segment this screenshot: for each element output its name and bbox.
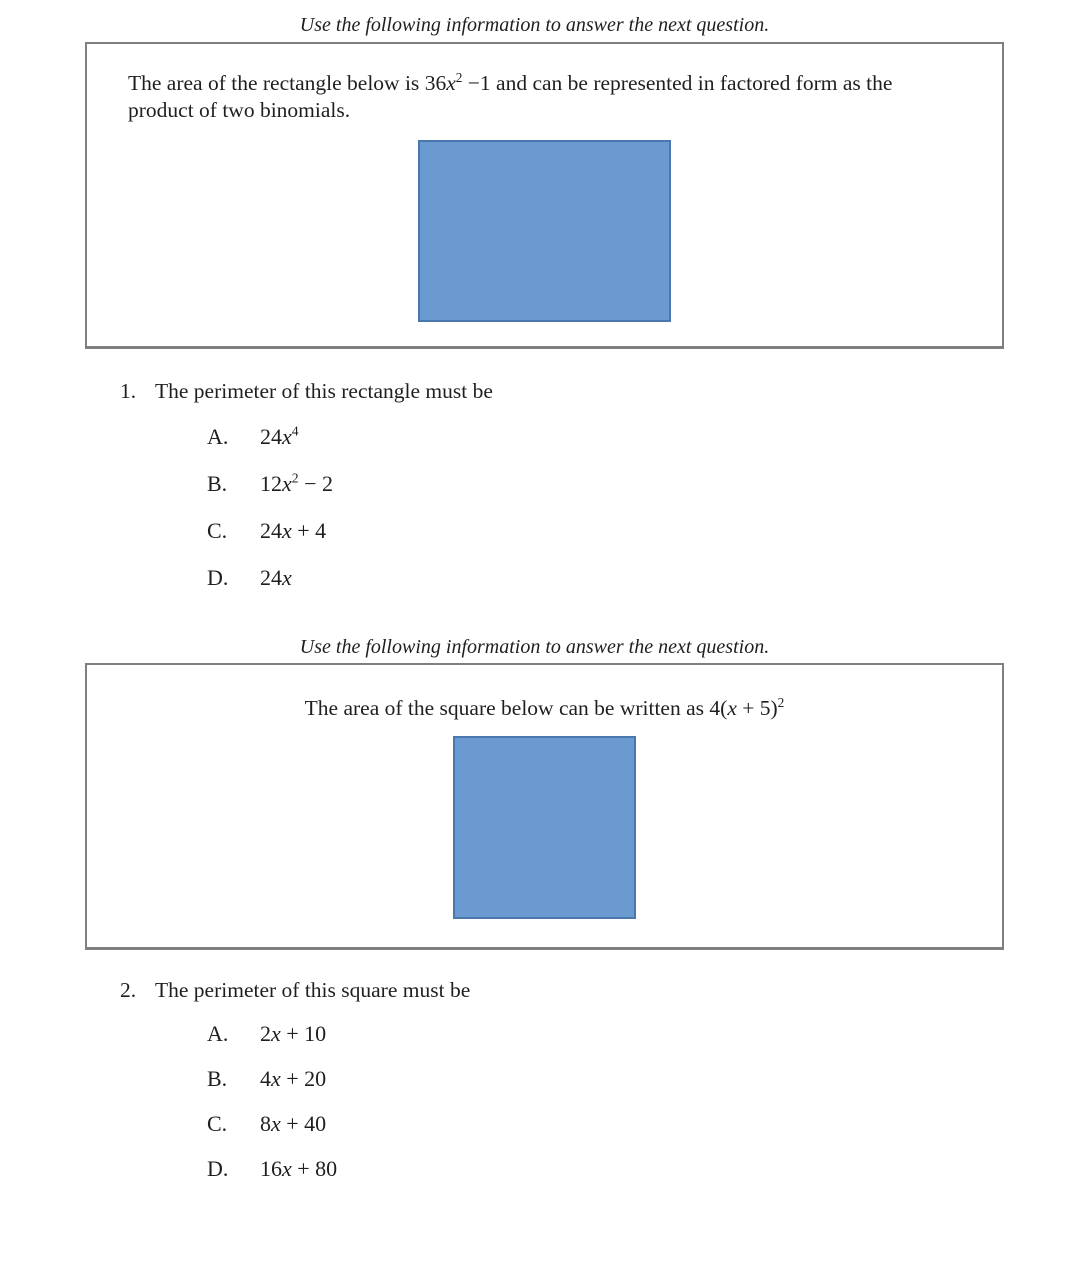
formula-exponent: 2 <box>777 694 785 710</box>
option-formula <box>260 1066 326 1091</box>
formula-variable: x <box>282 565 292 590</box>
option-row <box>207 518 1069 544</box>
options-list <box>207 1021 1069 1182</box>
formula-pre: 36 <box>424 71 447 95</box>
formula-variable: x <box>727 696 737 720</box>
formula-pre: 24 <box>260 518 282 543</box>
formula-variable: x <box>282 518 292 543</box>
formula-variable: x <box>282 471 292 496</box>
formula-pre: 24 <box>260 565 282 590</box>
formula-variable: x <box>446 71 456 95</box>
question-text: The perimeter of this rectangle must be <box>155 379 493 403</box>
option-row <box>207 1066 1069 1092</box>
info-box <box>85 42 1004 349</box>
formula-pre: 16 <box>260 1156 282 1181</box>
area-formula <box>709 696 784 720</box>
option-letter: A. <box>207 424 229 449</box>
formula-pre: 12 <box>260 471 282 496</box>
option-formula <box>260 1021 326 1046</box>
blue-square-shape <box>453 736 636 919</box>
option-row <box>207 565 1069 591</box>
area-formula <box>425 71 491 95</box>
formula-pre: 24 <box>260 424 282 449</box>
formula-exponent: 4 <box>291 423 299 439</box>
option-row <box>207 1021 1069 1047</box>
option-row <box>207 1156 1069 1182</box>
option-formula <box>260 471 333 496</box>
instruction-heading: Use the following information to answer the next question. <box>299 14 770 36</box>
formula-post: + 80 <box>291 1156 338 1181</box>
formula-exponent: 2 <box>291 470 299 486</box>
formula-variable: x <box>282 424 292 449</box>
option-formula <box>260 424 299 449</box>
formula-pre: 4( <box>709 696 728 720</box>
formula-variable: x <box>271 1066 281 1091</box>
question <box>120 378 1069 404</box>
formula-variable: x <box>282 1156 292 1181</box>
info-text <box>87 44 1002 124</box>
question-number: 1. <box>120 379 137 403</box>
option-row <box>207 471 1069 497</box>
formula-variable: x <box>271 1021 281 1046</box>
option-letter: B. <box>207 471 228 496</box>
option-row <box>207 424 1069 450</box>
formula-pre: 4 <box>260 1066 271 1091</box>
formula-pre: 2 <box>260 1021 271 1046</box>
instruction-heading: Use the following information to answer the next question. <box>299 636 770 658</box>
option-row <box>207 1111 1069 1137</box>
option-formula <box>260 1156 337 1181</box>
formula-post: + 5) <box>736 696 778 720</box>
info-text <box>87 665 1002 722</box>
option-formula <box>260 565 292 590</box>
formula-post: −1 <box>462 71 491 95</box>
option-letter: A. <box>207 1021 229 1046</box>
formula-variable: x <box>271 1111 281 1136</box>
formula-post: + 20 <box>280 1066 327 1091</box>
question-number: 2. <box>120 978 137 1002</box>
info-text-before: The area of the square below can be written as <box>304 696 710 720</box>
formula-post: + 40 <box>280 1111 327 1136</box>
option-letter: C. <box>207 1111 228 1136</box>
blue-rectangle-shape <box>418 140 671 322</box>
option-formula <box>260 518 326 543</box>
question <box>120 977 1069 1003</box>
formula-post: + 4 <box>291 518 327 543</box>
info-text-before: The area of the rectangle below is <box>128 71 425 95</box>
option-letter: D. <box>207 1156 229 1181</box>
formula-post: − 2 <box>298 471 333 496</box>
option-letter: B. <box>207 1066 228 1091</box>
question-text: The perimeter of this square must be <box>155 978 471 1002</box>
formula-pre: 8 <box>260 1111 271 1136</box>
info-text-after: and can be represented in factored form as the product of two binomials. <box>128 71 893 122</box>
options-list <box>207 424 1069 591</box>
info-box <box>85 663 1004 950</box>
option-letter: C. <box>207 518 228 543</box>
formula-exponent: 2 <box>455 69 463 85</box>
option-letter: D. <box>207 565 229 590</box>
formula-post: + 10 <box>280 1021 327 1046</box>
option-formula <box>260 1111 326 1136</box>
